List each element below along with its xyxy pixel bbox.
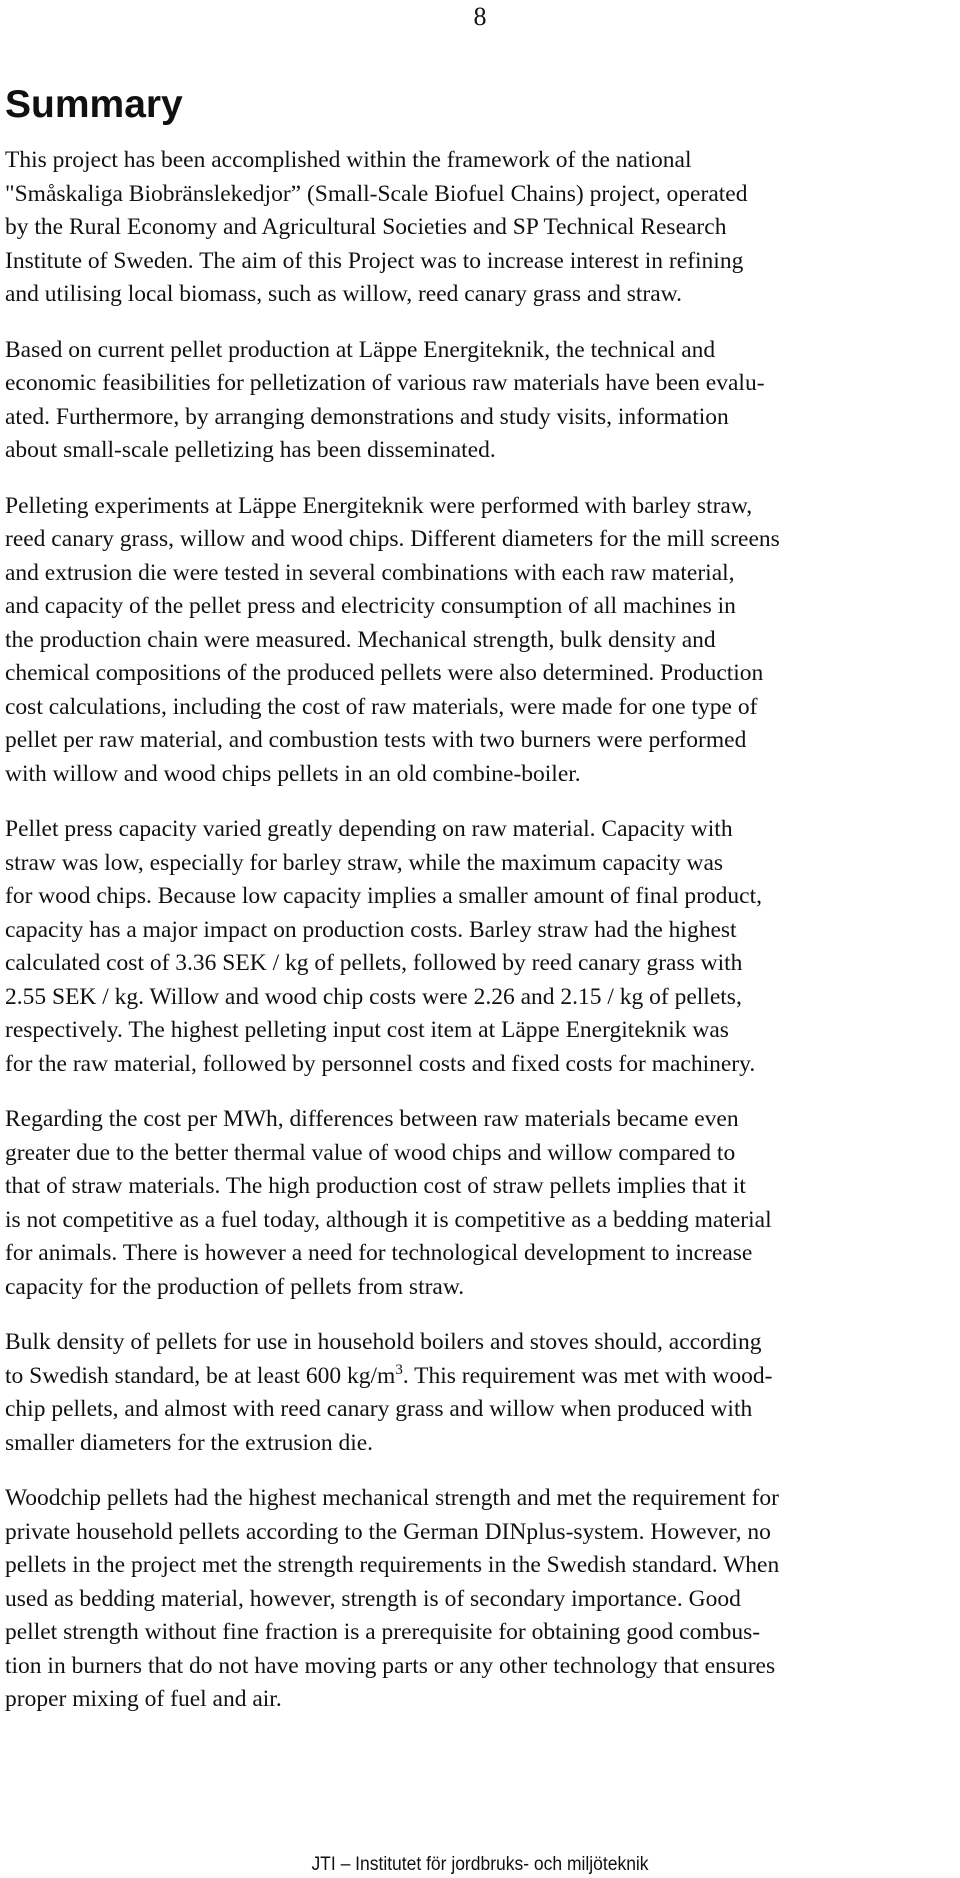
page-number: 8: [473, 2, 487, 31]
superscript-exponent: 3: [395, 1361, 403, 1378]
paragraph-project-background: This project has been accomplished within the framework of the national "Småskaliga Biobränslekedjor” (Small-Scale Biofuel Chains) project, operated by the Rural Economy and Agricultural Societies and SP Technical Research Institute of Sweden. The aim of this Project was to increase interest in refining and utilising local biomass, such as willow, reed canary grass and straw.: [5, 147, 748, 307]
page-footer: JTI – Institutet för jordbruks- och miljöteknik: [311, 1854, 649, 1875]
bulk-density-text-end: . This requirement was met with wood- chip pellets, and almost with reed canary grass and willow when produced with smaller diameters for the extrusion die.: [5, 1362, 773, 1456]
page-title: Summary: [5, 83, 183, 126]
bulk-density-text-start: Bulk density of pellets for use in household boilers and stoves should, according to Swedish standard, be at least 600 kg/m: [5, 1329, 762, 1389]
paragraph-press-capacity: Pellet press capacity varied greatly depending on raw material. Capacity with straw was low, especially for barley straw, while the maximum capacity was for wood chips. Because low capacity implies a smaller amount of final product, capacity has a major impact on production costs. Barley straw had the highest calculated cost of 3.36 SEK / kg of pellets, followed by reed canary grass with 2.55 SEK / kg. Willow and wood chip costs were 2.26 and 2.15 / kg of pellets, respectively. The highest pelleting input cost item at Läppe Energiteknik was for the raw material, followed by personnel costs and fixed costs for machinery.: [5, 816, 763, 1077]
paragraph-cost-per-mwh: Regarding the cost per MWh, differences between raw materials became even greater due to the better thermal value of wood chips and willow compared to that of straw materials. The high production cost of straw pellets implies that it is not competitive as a fuel today, although it is competitive as a bedding material for animals. There is however a need for technological development to increase capacity for the production of pellets from straw.: [5, 1106, 772, 1300]
paragraph-pelleting-experiments: Pelleting experiments at Läppe Energiteknik were performed with barley straw, reed canary grass, willow and wood chips. Different diameters for the mill screens and extrusion die were tested in several combinations with each raw material, and capacity of the pellet press and electricity consumption of all machines in the production chain were measured. Mechanical strength, bulk density and chemical compositions of the produced pellets were also determined. Production cost calculations, including the cost of raw materials, were made for one type of pellet per raw material, and combustion tests with two burners were performed with willow and wood chips pellets in an old combine-boiler.: [5, 492, 780, 787]
paragraph-feasibility: Based on current pellet production at Läppe Energiteknik, the technical and economic feasibilities for pelletization of various raw materials have been evalu- ated. Furthermore, by arranging demonstrations and study visits, information about small-scale pelletizing has been disseminated.: [5, 336, 765, 463]
paragraph-bulk-density: [5, 1326, 960, 1460]
document-body: [5, 80, 960, 1739]
paragraph-mechanical-strength: Woodchip pellets had the highest mechanical strength and met the requirement for private household pellets according to the German DINplus-system. However, no pellets in the project met the strength requirements in the Swedish standard. When used as bedding material, however, strength is of secondary importance. Good pellet strength without fine fraction is a prerequisite for obtaining good combus- tion in burners that do not have moving parts or any other technology that ensures proper mixing of fuel and air.: [5, 1485, 780, 1712]
